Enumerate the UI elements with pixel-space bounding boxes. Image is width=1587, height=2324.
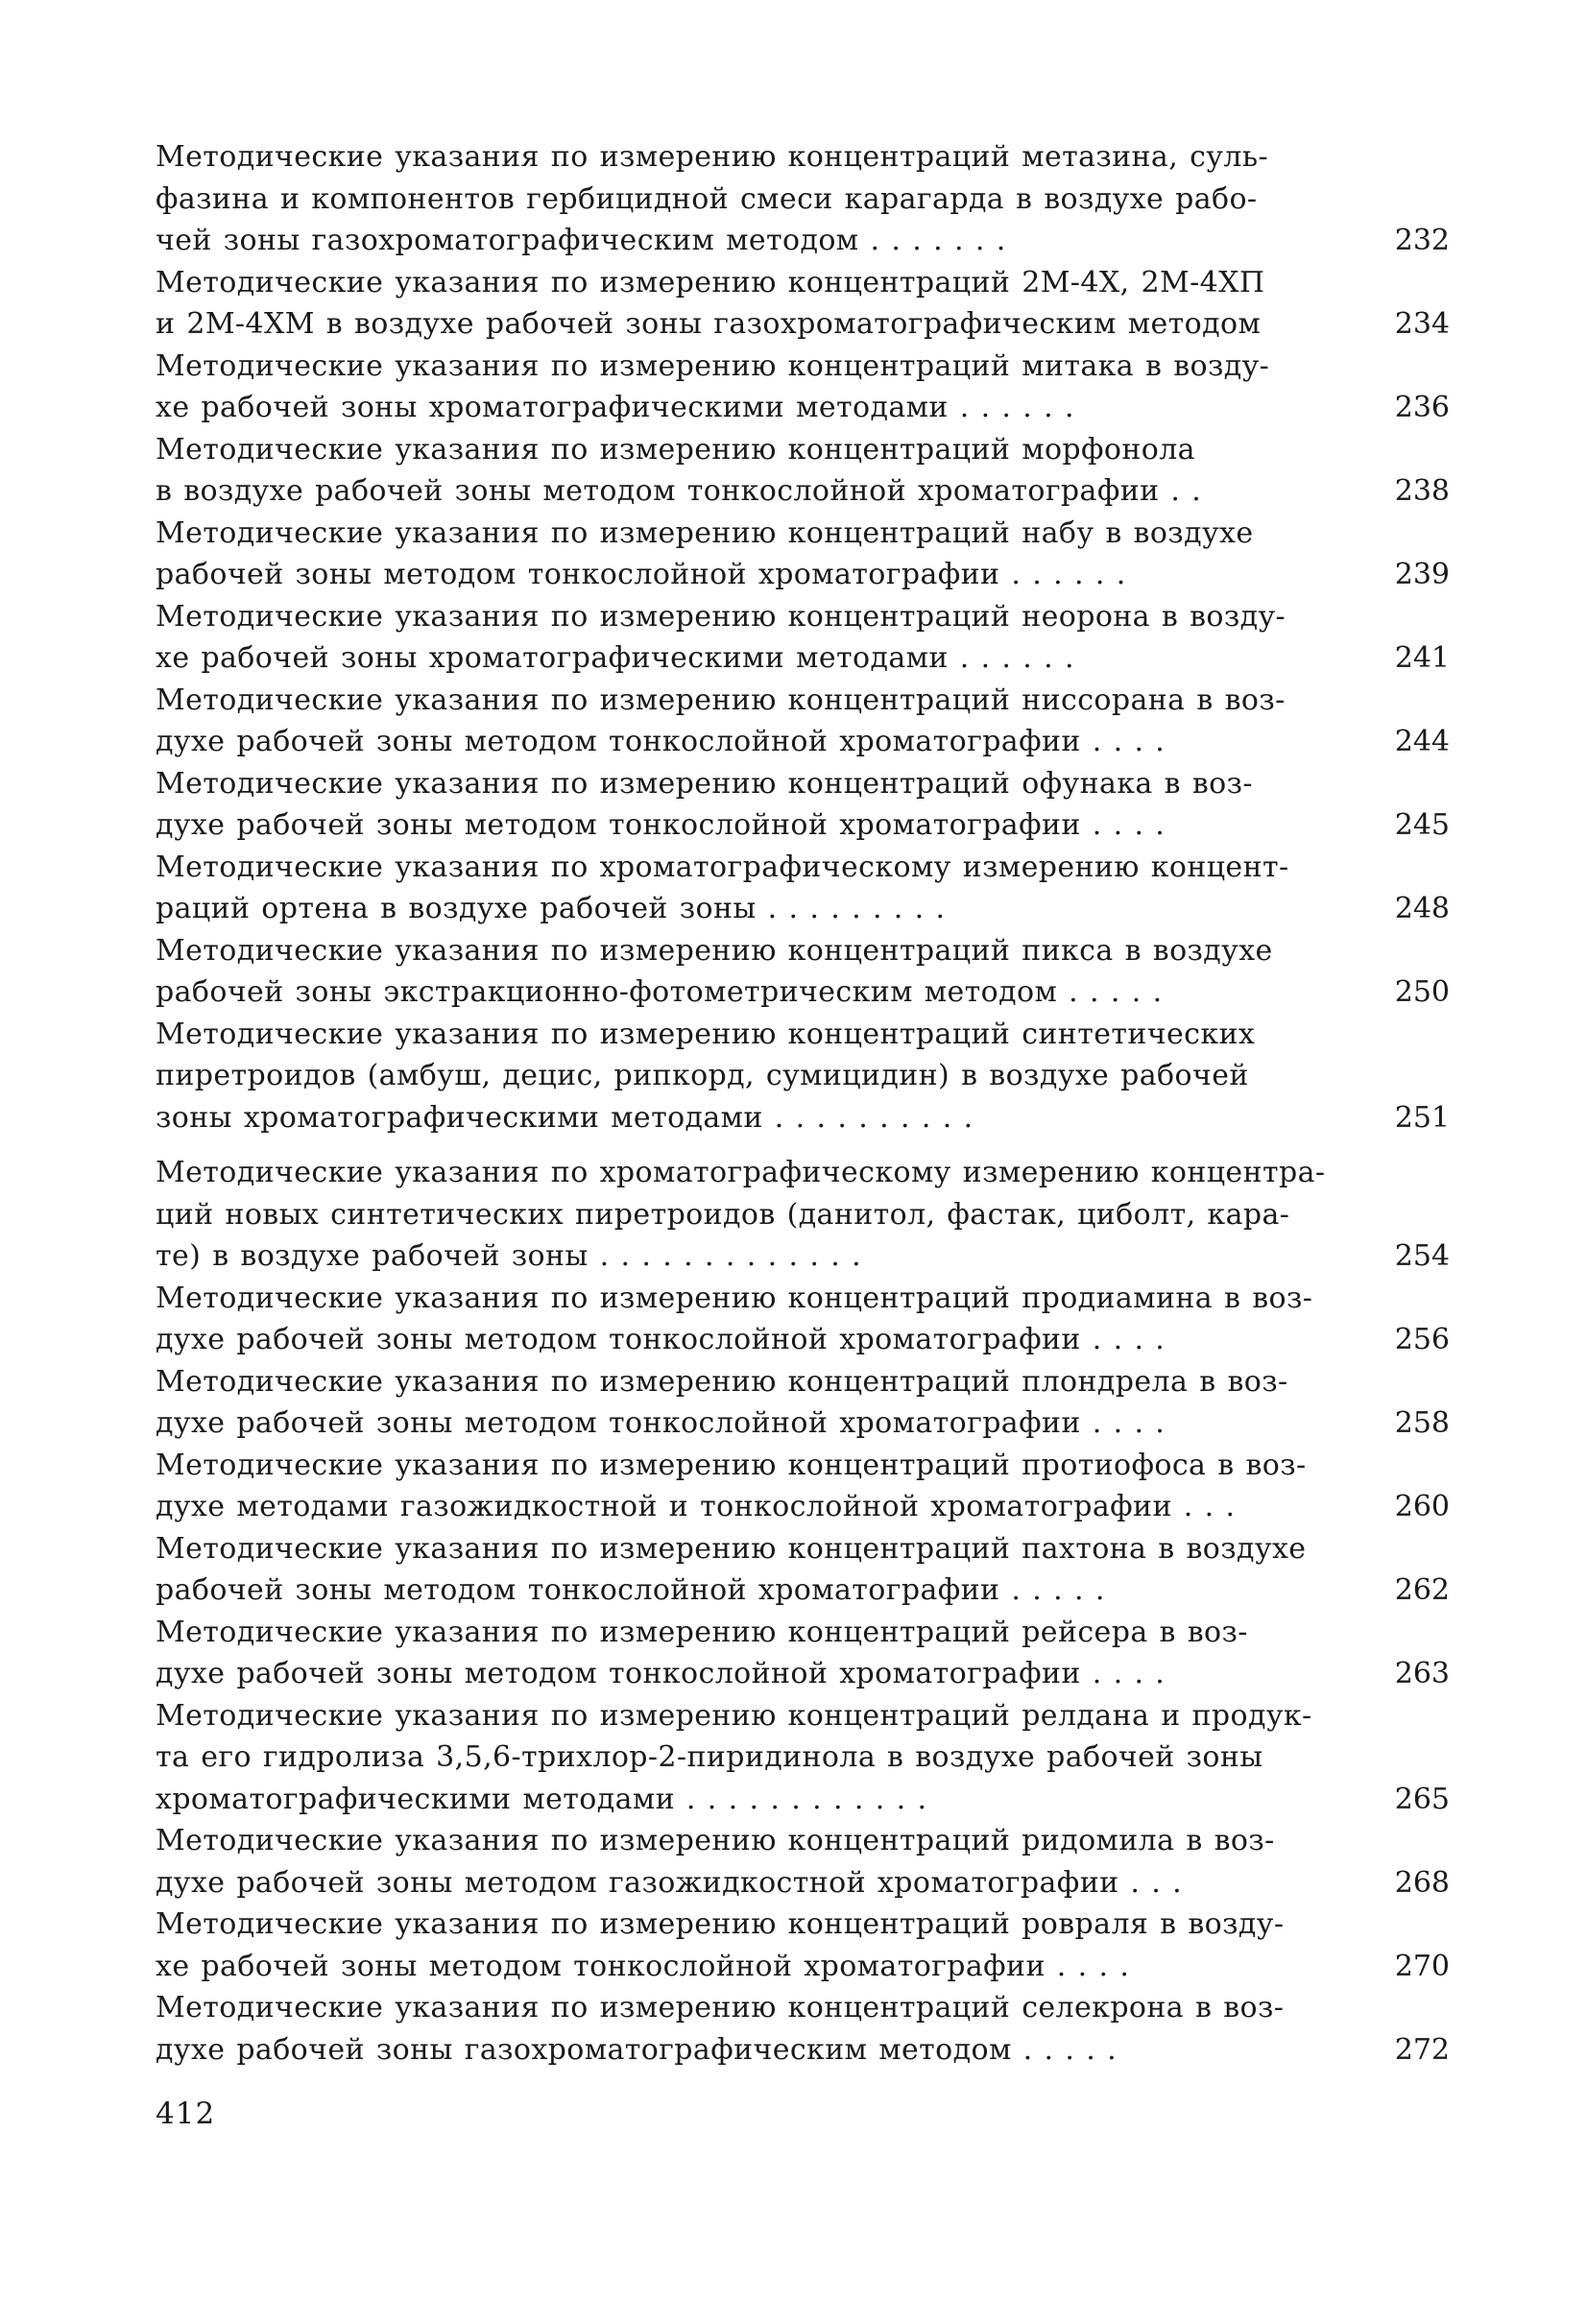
toc-entry-title: Методические указания по измерению концентраций продиамина в воз- духе рабочей зоны методом тонкослойной хроматографии . . . .: [156, 1281, 1313, 1356]
toc-entry-page-number: 262: [1394, 1573, 1450, 1607]
toc-entry: [156, 1152, 1450, 1278]
toc-entry-page-number: 263: [1394, 1657, 1450, 1690]
toc-entry: [156, 596, 1450, 680]
toc-entry-page-number: 251: [1394, 1100, 1450, 1135]
toc-entry-page-number: 238: [1394, 474, 1450, 508]
toc-entry-title: Методические указания по измерению концентраций ридомила в воз- духе рабочей зоны методом газожидкостной хроматографии . . .: [156, 1824, 1275, 1900]
toc-entry-page-number: 244: [1394, 725, 1450, 758]
toc-entry-page-number: 254: [1394, 1239, 1450, 1273]
toc-entry-title: Методические указания по измерению концентраций синтетических пиретроидов (амбуш, децис, рипкорд, сумицидин) в воздухе рабочей зоны хроматографическими методами . . . . . . . . . .: [156, 1017, 1256, 1135]
toc-entry-title: Методические указания по измерению концентраций ровраля в возду- хе рабочей зоны методом тонкослойной хроматографии . . . .: [156, 1907, 1285, 1983]
toc-entry: [156, 1445, 1450, 1528]
toc-entry-page-number: 258: [1394, 1406, 1450, 1440]
toc-entry-page-number: 245: [1394, 808, 1450, 842]
toc-entry-title: Методические указания по хроматографическому измерению концентра- ций новых синтетических пиретроидов (данитол, фастак, циболт, кара- те) в воздухе рабочей зоны . . . . . . . . . . . . .: [156, 1156, 1326, 1273]
toc-entry: [156, 1904, 1450, 1987]
toc-entry: [156, 847, 1450, 930]
toc-entry-page-number: 232: [1394, 224, 1450, 257]
toc-entry-title: Методические указания по измерению концентраций пикса в воздухе рабочей зоны экстракционно-фотометрическим методом . . . . .: [156, 933, 1273, 1009]
toc-entry-page-number: 236: [1394, 391, 1450, 424]
toc-entry-title: Методические указания по измерению концентраций протиофоса в воз- духе методами газожидкостной и тонкослойной хроматографии . . .: [156, 1448, 1307, 1523]
toc-entry-page-number: 250: [1394, 975, 1450, 1009]
toc-entry-page-number: 272: [1394, 2032, 1450, 2067]
toc-entry: [156, 1612, 1450, 1695]
toc-entry: [156, 1014, 1450, 1139]
toc-entry-page-number: 270: [1394, 1949, 1450, 1983]
toc-entry: [156, 429, 1450, 513]
table-of-contents: [156, 136, 1450, 2071]
toc-entry-title: Методические указания по измерению концентраций селекрона в воз- духе рабочей зоны газохроматографическим методом . . . . .: [156, 1991, 1285, 2067]
toc-entry-page-number: 234: [1394, 307, 1450, 341]
toc-entry: [156, 513, 1450, 596]
toc-entry: [156, 1987, 1450, 2071]
toc-entry-title: Методические указания по измерению концентраций плондрела в воз- духе рабочей зоны методом тонкослойной хроматографии . . . .: [156, 1364, 1288, 1440]
toc-entry-title: Методические указания по измерению концентраций неорона в возду- хе рабочей зоны хроматографическими методами . . . . . .: [156, 599, 1286, 675]
toc-entry: [156, 930, 1450, 1014]
toc-entry-title: Методические указания по измерению концентраций метазина, суль- фазина и компонентов гербицидной смеси карагарда в воздухе рабо- чей зоны газохроматографическим методом . . . . . . .: [156, 140, 1269, 257]
toc-entry-page-number: 260: [1394, 1490, 1450, 1523]
toc-entry-title: Методические указания по измерению концентраций митака в возду- хе рабочей зоны хроматографическими методами . . . . . .: [156, 348, 1270, 424]
toc-entry-title: Методические указания по измерению концентраций рейсера в воз- духе рабочей зоны методом тонкослойной хроматографии . . . .: [156, 1615, 1248, 1690]
toc-entry-title: Методические указания по измерению концентраций ниссорана в воз- духе рабочей зоны методом тонкослойной хроматографии . . . .: [156, 683, 1286, 758]
toc-entry: [156, 346, 1450, 429]
toc-entry-title: Методические указания по хроматографическому измерению концент- раций ортена в воздухе рабочей зоны . . . . . . . . .: [156, 850, 1289, 925]
toc-entry-page-number: 248: [1394, 892, 1450, 925]
toc-entry-title: Методические указания по измерению концентраций офунака в воз- духе рабочей зоны методом тонкослойной хроматографии . . . .: [156, 766, 1253, 842]
toc-entry: [156, 1528, 1450, 1612]
toc-entry-title: Методические указания по измерению концентраций набу в воздухе рабочей зоны методом тонкослойной хроматографии . . . . . .: [156, 515, 1254, 591]
toc-entry: [156, 1820, 1450, 1904]
toc-entry-page-number: 256: [1394, 1323, 1450, 1356]
toc-entry-page-number: 241: [1394, 641, 1450, 675]
toc-entry-page-number: 239: [1394, 558, 1450, 591]
toc-entry: [156, 1695, 1450, 1821]
toc-entry-title: Методические указания по измерению концентраций релдана и продук- та его гидролиза 3,5,6-трихлор-2-пиридинола в воздухе рабочей зоны хроматографическими методами . . . . . . . . . . . .: [156, 1698, 1312, 1816]
toc-entry: [156, 680, 1450, 763]
toc-entry: [156, 1278, 1450, 1361]
toc-entry: [156, 763, 1450, 847]
page-number: 412: [156, 2096, 216, 2131]
toc-entry: [156, 136, 1450, 262]
toc-entry-title: Методические указания по измерению концентраций морфонола в воздухе рабочей зоны методом тонкослойной хроматографии . .: [156, 432, 1202, 508]
toc-entry: [156, 262, 1450, 346]
toc-entry: [156, 1361, 1450, 1445]
toc-entry-title: Методические указания по измерению концентраций 2М-4Х, 2М-4ХП и 2М-4ХМ в воздухе рабочей зоны газохроматографическим методом: [156, 265, 1265, 341]
toc-entry-page-number: 265: [1394, 1782, 1450, 1816]
toc-entry-page-number: 268: [1394, 1865, 1450, 1900]
toc-entry-title: Методические указания по измерению концентраций пахтона в воздухе рабочей зоны методом тонкослойной хроматографии . . . . .: [156, 1531, 1307, 1607]
